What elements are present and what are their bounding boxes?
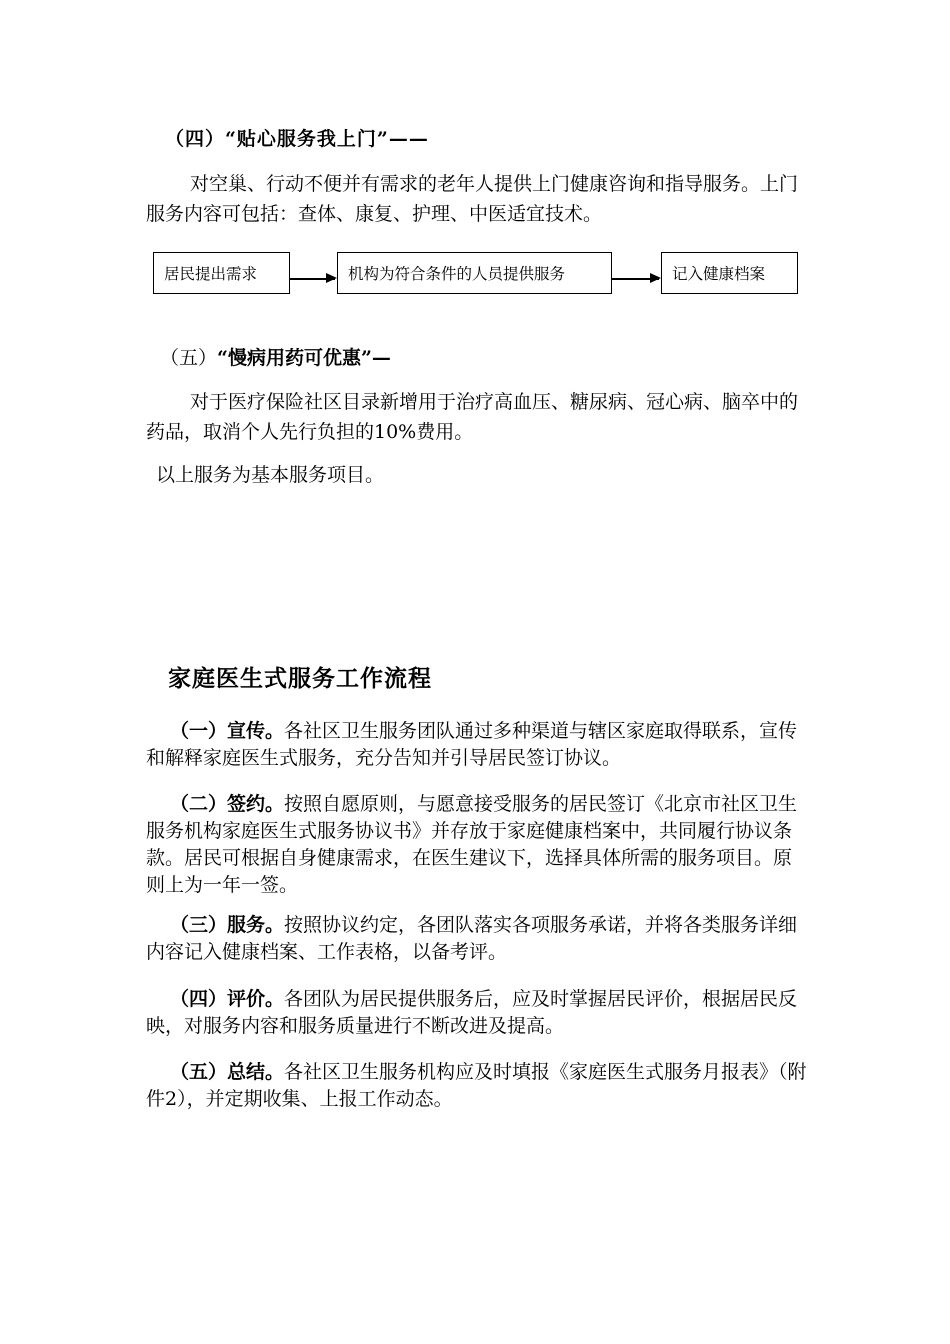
workflow-title: 家庭医生式服务工作流程 [168,665,432,692]
flow-arrow-1 [290,278,335,280]
step-text: 各团队为居民提供服务后，应及时掌握居民评价，根据居民反映，对服务内容和服务质量进行不断改进及提高。 [146,988,798,1037]
section4-heading: （四）“贴心服务我上门”—— [165,128,429,150]
step-label: （五）总结。 [170,1061,285,1083]
flow-step-request: 居民提出需求 [153,252,290,294]
workflow-step-signing [146,791,810,899]
section5-heading [160,343,391,370]
section5-body: 对于医疗保险社区目录新增用于治疗高血压、糖尿病、冠心病、脑卒中的药品，取消个人先行负担的10%费用。 [146,391,799,443]
workflow-step-summary [146,1059,810,1113]
workflow-step-service [146,912,810,966]
section4-body: 对空巢、行动不便并有需求的老年人提供上门健康咨询和指导服务。上门服务内容可包括：查体、康复、护理、中医适宜技术。 [146,173,799,225]
flow-arrow-2 [612,278,659,280]
basic-service-note: 以上服务为基本服务项目。 [156,464,385,486]
step-label: （三）服务。 [170,914,285,936]
step-text: 按照协议约定，各团队落实各项服务承诺，并将各类服务详细内容记入健康档案、工作表格，以备考评。 [146,914,798,963]
workflow-step-evaluation [146,986,810,1040]
step-label: （四）评价。 [170,988,285,1010]
flow-step-provide-service: 机构为符合条件的人员提供服务 [337,252,612,294]
step-label: （一）宣传。 [170,720,285,742]
flow-step-record: 记入健康档案 [661,252,798,294]
step-label: （二）签约。 [170,793,285,815]
section5-heading-text: “慢病用药可优惠”— [217,347,391,369]
section5-heading-paren: （五） [160,347,218,369]
workflow-step-publicity [146,718,810,772]
step-text: 各社区卫生服务团队通过多种渠道与辖区家庭取得联系，宣传和解释家庭医生式服务，充分告知并引导居民签订协议。 [146,720,798,769]
step-text: 各社区卫生服务机构应及时填报《家庭医生式服务月报表》（附件2），并定期收集、上报工作动态。 [146,1061,807,1110]
step-text: 按照自愿原则，与愿意接受服务的居民签订《北京市社区卫生服务机构家庭医生式服务协议书》并存放于家庭健康档案中，共同履行协议条款。居民可根据自身健康需求，在医生建议下，选择具体所需的服务项目。原则上为一年一签。 [146,793,798,896]
